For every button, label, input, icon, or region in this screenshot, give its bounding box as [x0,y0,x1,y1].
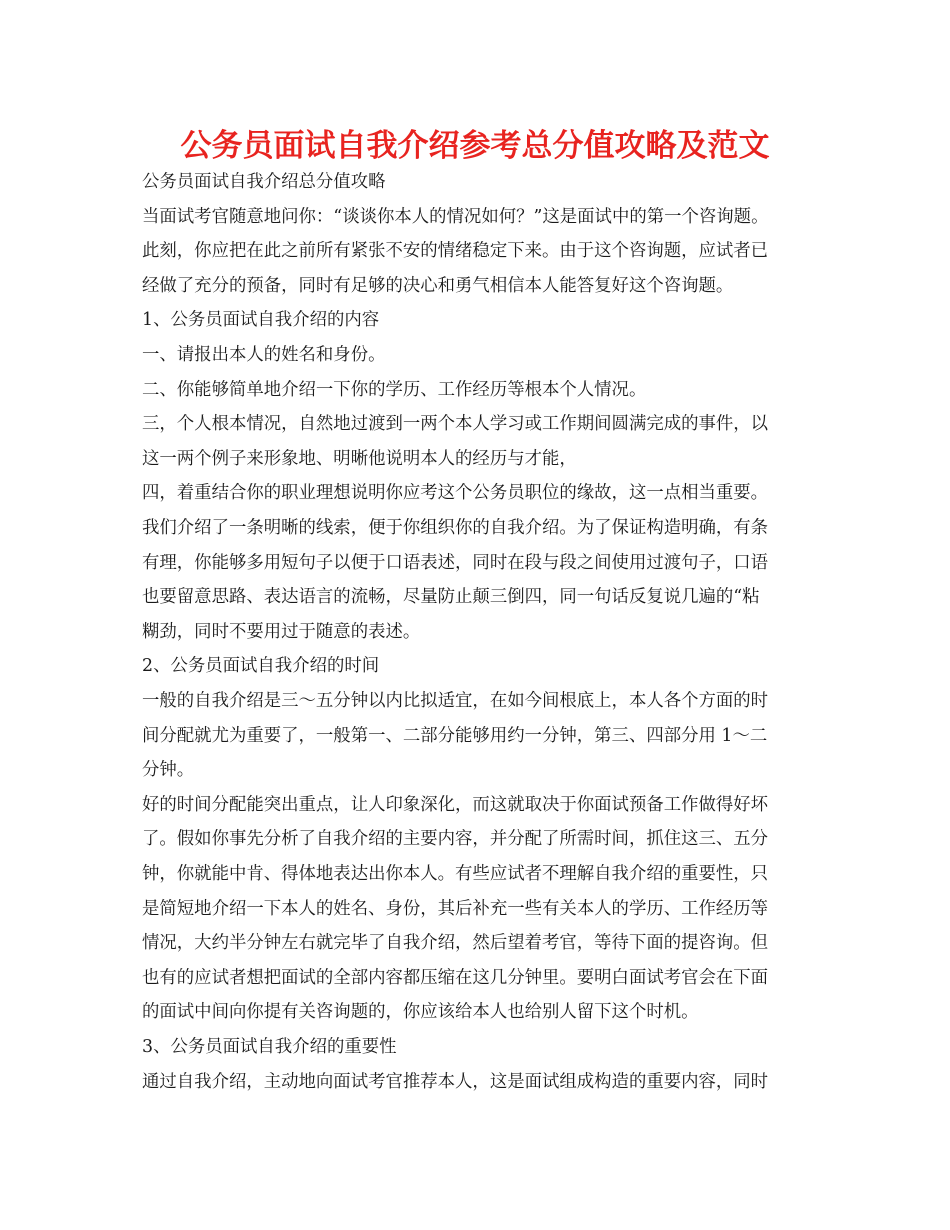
text-line: 一般的自我介绍是三～五分钟以内比拟适宜，在如今间根底上，本人各个方面的时 [142,691,769,711]
text-line: 2、公务员面试自我介绍的时间 [142,656,380,677]
text-line: 一、请报出本人的姓名和身份。 [142,345,386,365]
text-line: 当面试考官随意地问你：“谈谈你本人的情况如何？”这是面试中的第一个咨询题。 [142,206,769,227]
text-line: 经做了充分的预备，同时有足够的决心和勇气相信本人能答复好这个咨询题。 [142,275,734,296]
text-line: 糊劲，同时不要用过于随意的表述。 [142,621,421,642]
text-line: 是简短地介绍一下本人的姓名、身份，其后补充一些有关本人的学历、工作经历等 [142,898,769,919]
text-line: 四，着重结合你的职业理想说明你应考这个公务员职位的缘故，这一点相当重要。 [142,483,769,504]
text-line: 1、公务员面试自我介绍的内容 [142,310,380,331]
text-line: 通过自我介绍，主动地向面试考官推荐本人，这是面试组成构造的重要内容，同时 [142,1071,769,1092]
text-line: 情况，大约半分钟左右就完毕了自我介绍，然后望着考官，等待下面的提咨询。但 [142,933,769,954]
text-line: 此刻，你应把在此之前所有紧张不安的情绪稳定下来。由于这个咨询题，应试者已 [142,241,769,262]
text-line: 的面试中间向你提有关咨询题的，你应该给本人也给别人留下这个时机。 [142,1002,699,1023]
text-line: 有理，你能够多用短句子以便于口语表述，同时在段与段之间使用过渡句子，口语 [142,552,769,573]
text-line: 钟，你就能中肯、得体地表达出你本人。有些应试者不理解自我介绍的重要性，只 [142,864,769,884]
document-title: 公务员面试自我介绍参考总分值攻略及范文 [180,128,770,164]
text-line: 公务员面试自我介绍总分值攻略 [142,172,386,192]
text-line: 了。假如你事先分析了自我介绍的主要内容，并分配了所需时间，抓住这三、五分 [142,829,769,850]
text-line: 我们介绍了一条明晰的线索，便于你组织你的自我介绍。为了保证构造明确，有条 [142,518,769,538]
text-line: 这一两个例子来形象地、明晰他说明本人的经历与才能， [142,448,577,469]
text-line: 3、公务员面试自我介绍的重要性 [142,1037,397,1057]
text-line: 三，个人根本情况，自然地过渡到一两个本人学习或工作期间圆满完成的事件，以 [142,414,769,435]
text-line: 分钟。 [142,760,195,781]
text-line: 二、你能够简单地介绍一下你的学历、工作经历等根本个人情况。 [142,379,647,400]
text-line: 也有的应试者想把面试的全部内容都压缩在这几分钟里。要明白面试考官会在下面 [142,967,769,988]
text-line: 也要留意思路、表达语言的流畅，尽量防止颠三倒四，同一句话反复说几遍的“粘 [142,587,760,608]
text-line: 好的时间分配能突出重点，让人印象深化，而这就取决于你面试预备工作做得好坏 [142,794,769,815]
text-line: 间分配就尤为重要了，一般第一、二部分能够用约一分钟，第三、四部分用 1～二 [142,725,768,746]
